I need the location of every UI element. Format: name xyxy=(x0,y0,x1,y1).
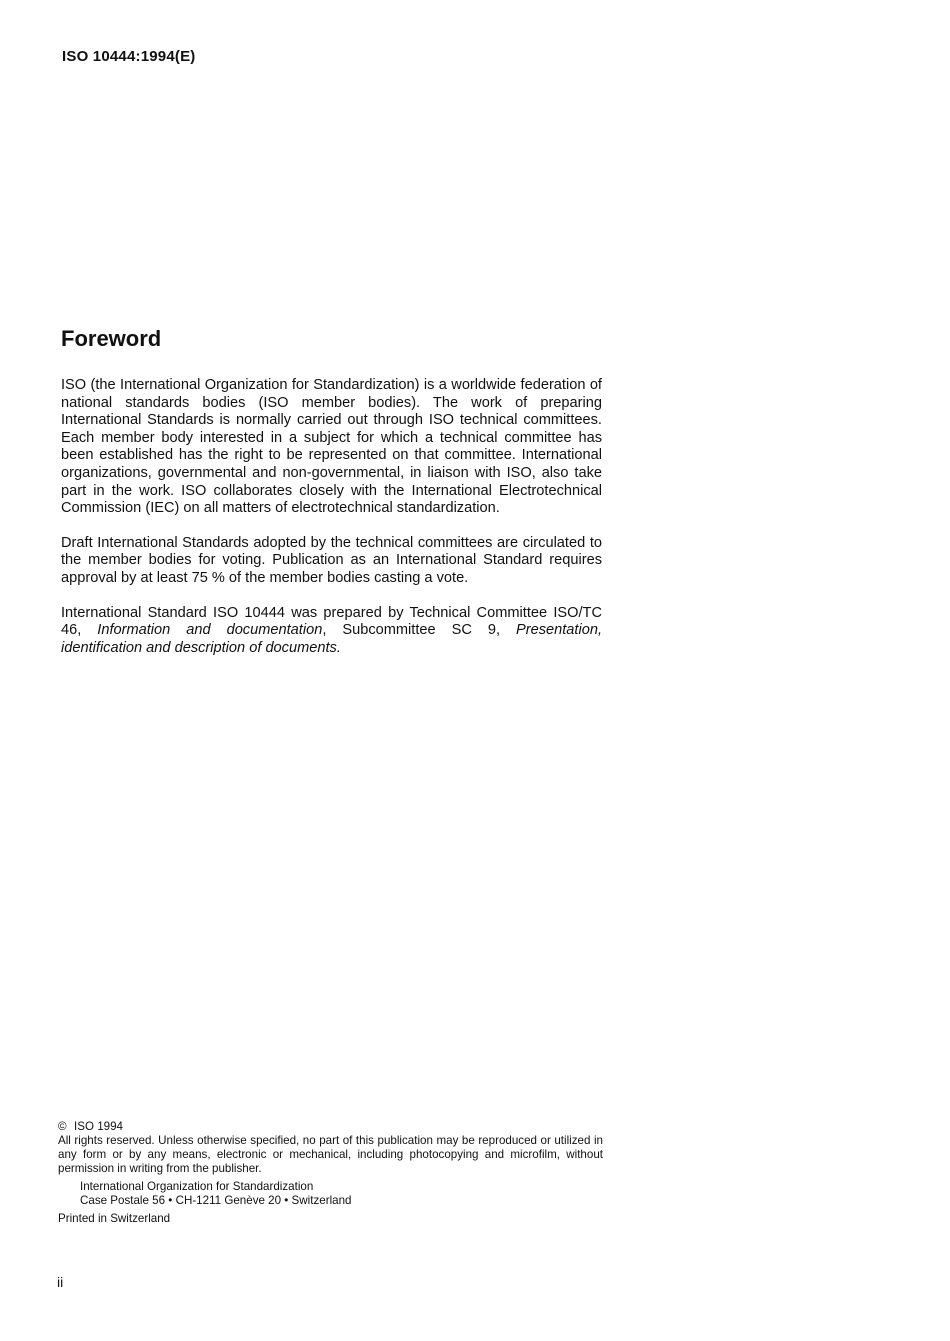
printed-in: Printed in Switzerland xyxy=(58,1212,171,1225)
paragraph-3-text-a: International Standard ISO 10444 was prepared by Technical Committee ISO/TC 46, xyxy=(61,604,602,639)
publisher-address xyxy=(80,1180,603,1208)
paragraph-3-italic-a: Information and documentation xyxy=(97,622,323,639)
copyright-year: ISO 1994 xyxy=(74,1120,123,1133)
rights-notice: All rights reserved. Unless otherwise specified, no part of this publication may be reproduced or utilized in any form or by any means, electronic or mechanical, including photocopying and microfilm, without permission in writing from the publisher. xyxy=(58,1134,603,1175)
copyright-icon: © xyxy=(58,1120,67,1133)
copyright-line xyxy=(58,1120,603,1134)
foreword-paragraph-2: Draft International Standards adopted by the technical committees are circulated to the member bodies for voting. Publication as an International Standard requires approval by at least 75 % of the member bodies casting a vote. xyxy=(61,534,602,586)
page-number: ii xyxy=(57,1274,64,1290)
publisher-postal-address: Case Postale 56 • CH-1211 Genève 20 • Switzerland xyxy=(80,1194,352,1207)
publisher-name: International Organization for Standardization xyxy=(80,1180,314,1193)
paragraph-3-text-b: , Subcommittee SC 9, xyxy=(322,622,501,639)
foreword-paragraph-3 xyxy=(61,605,602,658)
paragraph-3-italic-b: Presentation, identification and description of documents. xyxy=(61,622,603,656)
page-title: Foreword xyxy=(61,326,162,351)
foreword-paragraph-1: ISO (the International Organization for Standardization) is a worldwide federation of national standards bodies (ISO member bodies). The work of preparing International Standards is normally carried out through ISO technical committees. Each member body interested in a subject for which a technical committee has been established has the right to be represented on that committee. International organizations, governmental and non-governmental, in liaison with ISO, also take part in the work. ISO collaborates closely with the International Electrotechnical Commission (IEC) on all matters of electrotechnical standardization. xyxy=(61,377,602,517)
document-header-id: ISO 10444:1994(E) xyxy=(62,48,196,65)
foreword-body xyxy=(61,377,602,674)
copyright-block xyxy=(58,1120,603,1226)
